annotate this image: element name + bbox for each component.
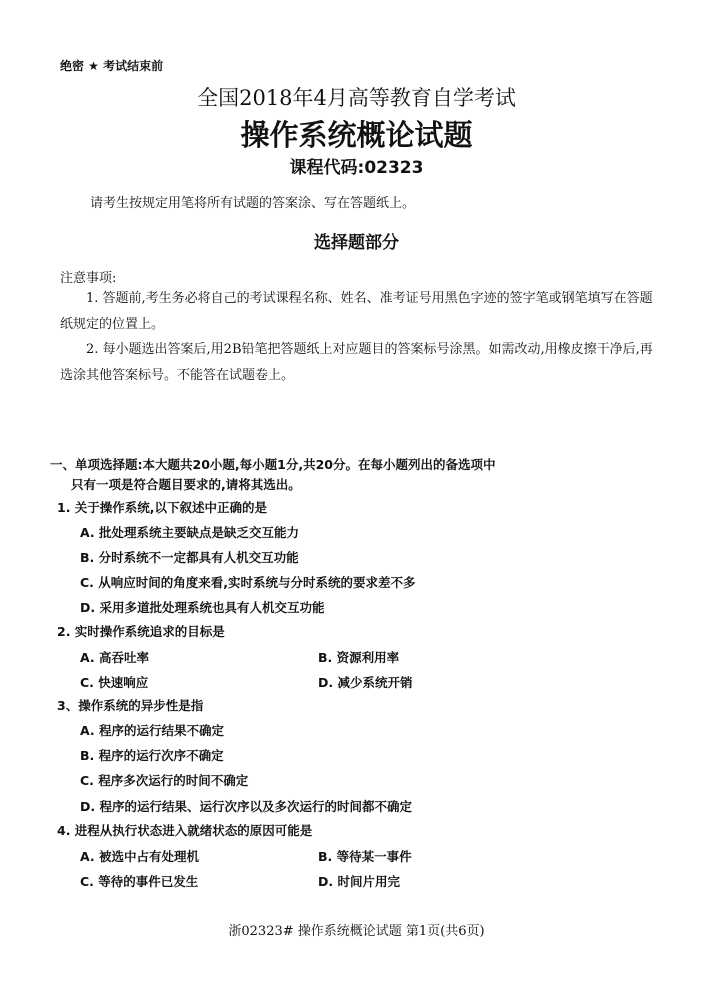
page-title: 操作系统概论试题 [240, 118, 473, 152]
note-item: 2. 每小题选出答案后,用2B铅笔把答题纸上对应题目的答案标号涂黑。如需改动,用橡皮擦干净后,再选涂其他答案标号。不能答在试题卷上。 [60, 342, 653, 383]
question-option: C. 从响应时间的角度来看,实时系统与分时系统的要求差不多 [80, 575, 416, 590]
question-option: B. 程序的运行次序不确定 [80, 748, 224, 763]
question-stem: 1. 关于操作系统,以下叙述中正确的是 [57, 500, 268, 515]
question-option: B. 等待某一事件 [318, 849, 412, 864]
part-one-line: 一、单项选择题:本大题共20小题,每小题1分,共20分。在每小题列出的备选项中 [50, 457, 496, 472]
question-option: C. 等待的事件已发生 [80, 874, 199, 889]
question-option: A. 高吞吐率 [80, 650, 150, 665]
question-option: A. 批处理系统主要缺点是缺乏交互能力 [80, 525, 300, 540]
question-option: C. 程序多次运行的时间不确定 [80, 773, 249, 788]
question-stem: 3、操作系统的异步性是指 [57, 698, 204, 713]
question-option: A. 被选中占有处理机 [80, 849, 200, 864]
question-option: D. 时间片用完 [318, 874, 400, 889]
confidential-note: 绝密 ★ 考试结束前 [60, 59, 164, 73]
part-one-heading [50, 455, 650, 495]
question-option: B. 资源利用率 [318, 650, 400, 665]
instruction-text: 请考生按规定用笔将所有试题的答案涂、写在答题纸上。 [90, 196, 416, 211]
question-option: A. 程序的运行结果不确定 [80, 723, 225, 738]
question-option: D. 程序的运行结果、运行次序以及多次运行的时间都不确定 [80, 799, 412, 814]
page-footer: 浙02323# 操作系统概论试题 第1页(共6页) [228, 924, 485, 939]
note-item: 1. 答题前,考生务必将自己的考试课程名称、姓名、准考证号用黑色字迹的签字笔或钢笔填写在答题纸规定的位置上。 [60, 291, 653, 332]
exam-name: 全国2018年4月高等教育自学考试 [197, 86, 516, 110]
question-option: B. 分时系统不一定都具有人机交互功能 [80, 550, 299, 565]
question-option: D. 减少系统开销 [318, 675, 413, 690]
course-code: 课程代码:02323 [289, 158, 424, 178]
question-stem: 4. 进程从执行状态进入就绪状态的原因可能是 [57, 823, 313, 838]
part-one-line: 只有一项是符合题目要求的,请将其选出。 [71, 477, 301, 492]
section-title: 选择题部分 [314, 233, 399, 253]
notes-heading: 注意事项: [60, 271, 117, 286]
question-option: D. 采用多道批处理系统也具有人机交互功能 [80, 600, 325, 615]
question-option: C. 快速响应 [80, 675, 149, 690]
question-stem: 2. 实时操作系统追求的目标是 [57, 624, 225, 639]
